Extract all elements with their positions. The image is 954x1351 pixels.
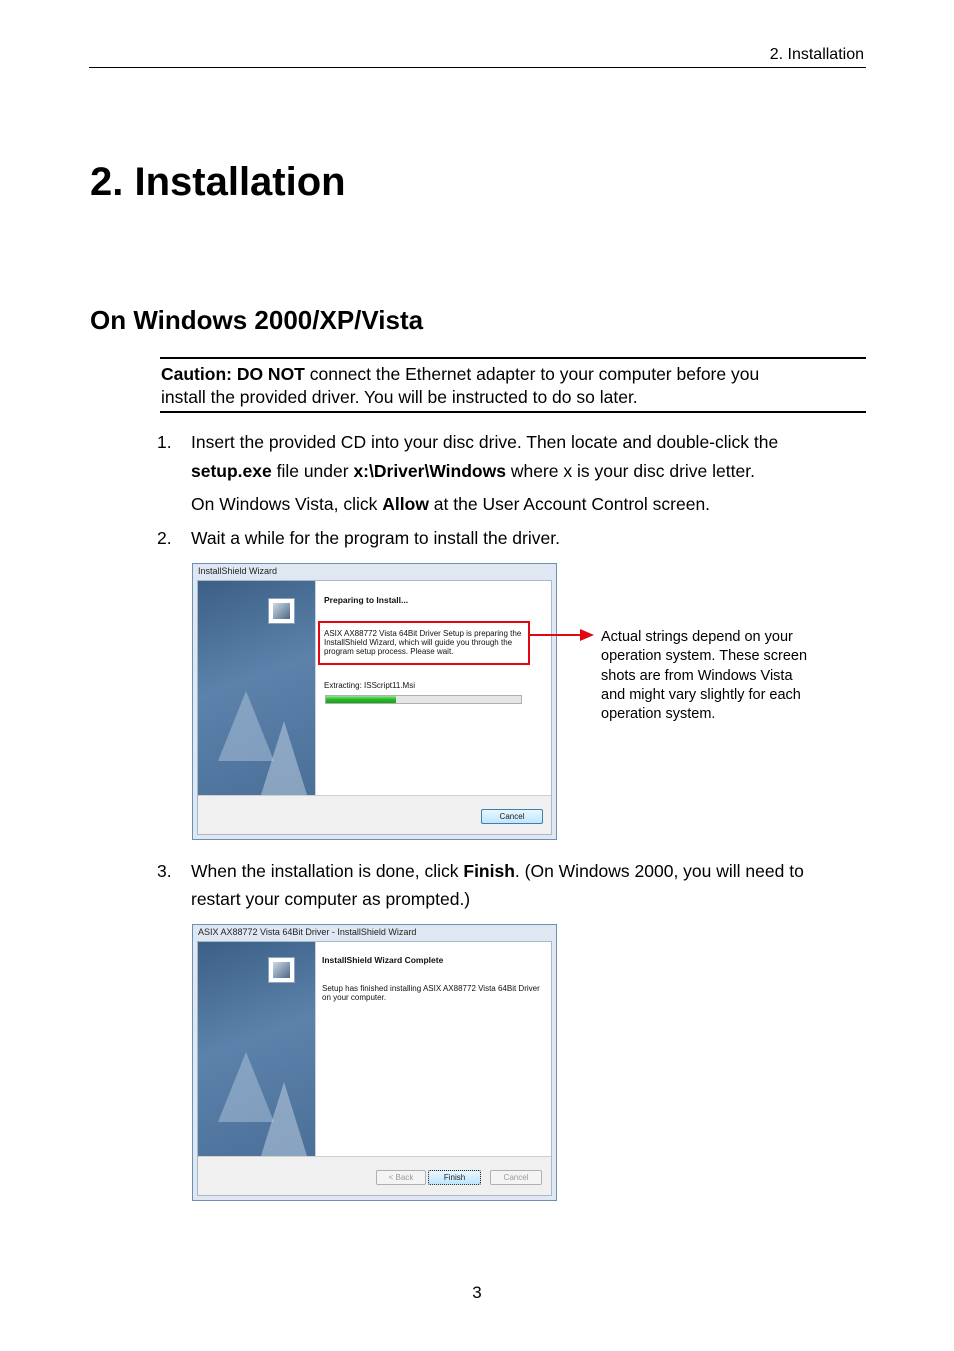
step-3-line2: restart your computer as prompted.) xyxy=(191,889,471,909)
caution-line1: connect the Ethernet adapter to your computer before you xyxy=(304,364,760,384)
callout-arrow-line xyxy=(530,634,582,636)
note-line: operation system. xyxy=(601,706,716,723)
callout-arrow-head xyxy=(580,629,594,641)
installshield-logo-icon xyxy=(268,957,295,983)
sail-shape xyxy=(256,721,312,796)
running-header: 2. Installation xyxy=(769,46,864,63)
note-line: and might vary slightly for each xyxy=(601,686,801,703)
caution-lead: Caution: DO NOT xyxy=(161,364,305,384)
setup-exe: setup.exe xyxy=(191,461,272,481)
note-line: operation system. These screen xyxy=(601,648,808,665)
caution-box xyxy=(160,357,866,413)
dialog-message-line: on your computer. xyxy=(322,993,387,1002)
page-title: 2. Installation xyxy=(90,160,346,204)
finish-button[interactable]: Finish xyxy=(428,1170,481,1185)
extracting-status: Extracting: ISScript11.Msi xyxy=(324,681,415,690)
step-1-number: 1. xyxy=(157,432,172,452)
installshield-preparing-dialog xyxy=(192,563,557,840)
caution-text xyxy=(161,363,841,409)
step-1-line2-mid: file under xyxy=(271,461,354,481)
step-1-line3-end: at the User Account Control screen. xyxy=(428,494,711,514)
step-1-line2 xyxy=(191,461,755,482)
progress-fill xyxy=(326,696,396,703)
back-button[interactable]: < Back xyxy=(376,1170,426,1185)
note-line: Actual strings depend on your xyxy=(601,629,793,645)
dialog-title: InstallShield Wizard xyxy=(198,566,278,576)
step-3-number: 3. xyxy=(157,861,172,881)
dialog-title: ASIX AX88772 Vista 64Bit Driver - InstallShield Wizard xyxy=(198,927,417,937)
progress-bar xyxy=(325,695,522,704)
step-3-line1 xyxy=(191,861,804,882)
cancel-button[interactable]: Cancel xyxy=(490,1170,542,1185)
finish-text: Finish xyxy=(463,861,515,881)
callout-highlight-box xyxy=(318,621,530,665)
dialog-heading: InstallShield Wizard Complete xyxy=(322,955,444,965)
wizard-banner-image xyxy=(198,581,315,796)
step-1-line1: Insert the provided CD into your disc drive. Then locate and double-click the xyxy=(191,432,779,452)
dialog-message-line: Setup has finished installing ASIX AX88772 Vista 64Bit Driver xyxy=(322,984,540,993)
dialog-message-line: ASIX AX88772 Vista 64Bit Driver Setup is preparing the xyxy=(324,629,522,638)
step-2-line1: Wait a while for the program to install the driver. xyxy=(191,528,560,548)
dialog-footer xyxy=(198,795,551,834)
wizard-banner-image xyxy=(198,942,315,1157)
dialog-heading: Preparing to Install... xyxy=(324,595,409,605)
installshield-complete-dialog xyxy=(192,924,557,1201)
dialog-message-line: program setup process. Please wait. xyxy=(324,647,454,656)
header-rule xyxy=(89,67,866,68)
caution-line2: install the provided driver. You will be instructed to do so later. xyxy=(161,387,638,407)
dialog-footer xyxy=(198,1156,551,1195)
driver-path: x:\Driver\Windows xyxy=(353,461,506,481)
sail-shape xyxy=(256,1082,312,1157)
step-1-line3-pre: On Windows Vista, click xyxy=(191,494,383,514)
cancel-button[interactable]: Cancel xyxy=(481,809,543,824)
allow-text: Allow xyxy=(382,494,429,514)
step-3-line1-end: . (On Windows 2000, you will need to xyxy=(514,861,804,881)
installshield-logo-icon xyxy=(268,598,295,624)
section-heading: On Windows 2000/XP/Vista xyxy=(90,305,424,335)
dialog-body xyxy=(197,941,552,1196)
dialog-message-line: InstallShield Wizard, which will guide you through the xyxy=(324,638,513,647)
page-number: 3 xyxy=(472,1283,482,1302)
step-1-line2-end: where x is your disc drive letter. xyxy=(505,461,755,481)
callout-note xyxy=(601,628,851,724)
dialog-content xyxy=(315,581,551,796)
step-2-number: 2. xyxy=(157,528,172,548)
dialog-body xyxy=(197,580,552,835)
step-1-line3 xyxy=(191,494,710,515)
dialog-content xyxy=(315,942,551,1157)
note-line: shots are from Windows Vista xyxy=(601,667,793,684)
step-3-line1-pre: When the installation is done, click xyxy=(191,861,464,881)
